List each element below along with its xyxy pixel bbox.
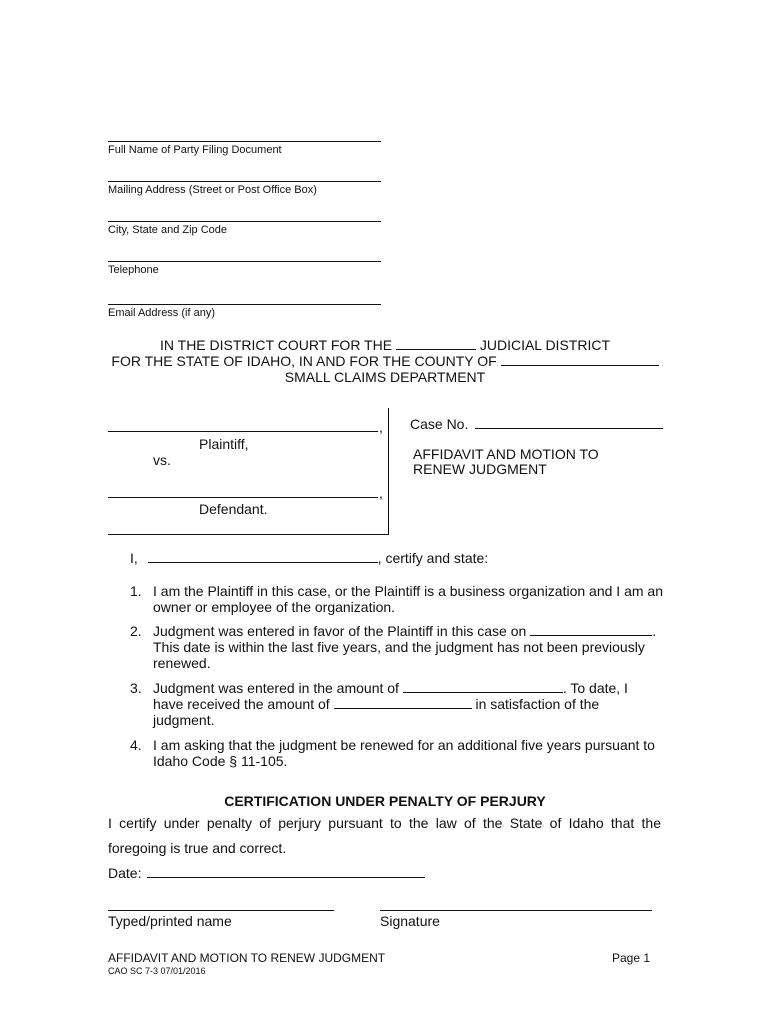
full-name-label: Full Name of Party Filing Document	[108, 144, 282, 156]
county-text: FOR THE STATE OF IDAHO, IN AND FOR THE COUNTY OF	[111, 353, 497, 369]
judgment-date-blank[interactable]	[530, 623, 652, 636]
item-text: . To date, I	[562, 680, 628, 696]
plaintiff-label: Plaintiff,	[199, 436, 249, 452]
case-number-blank[interactable]	[475, 416, 663, 429]
list-item	[153, 623, 673, 671]
defendant-name-line[interactable]	[108, 497, 378, 498]
item-text: Judgment was entered in favor of the Plaintiff in this case on	[153, 623, 527, 639]
court-header-line1	[100, 337, 670, 353]
typed-name-label: Typed/printed name	[108, 913, 232, 929]
telephone-line[interactable]	[108, 261, 381, 262]
small-claims-department: SMALL CLAIMS DEPARTMENT	[284, 369, 486, 385]
item-text: have received the amount of	[153, 696, 330, 712]
email-line[interactable]	[108, 304, 381, 305]
document-title-line1: AFFIDAVIT AND MOTION TO	[413, 446, 599, 462]
document-title-line2: RENEW JUDGMENT	[413, 461, 547, 477]
court-header-text: IN THE DISTRICT COURT FOR THE	[160, 337, 393, 353]
item-number: 4.	[130, 737, 142, 753]
item-text: Idaho Code § 11-105.	[153, 753, 288, 769]
item-text: This date is within the last five years, and the judgment has not been previously	[153, 639, 645, 655]
affiant-name-blank[interactable]	[148, 550, 378, 563]
amount-received-blank[interactable]	[334, 696, 472, 709]
full-name-line[interactable]	[108, 141, 381, 142]
item-text: I am the Plaintiff in this case, or the Plaintiff is a business organization and I am an	[153, 583, 663, 599]
email-label: Email Address (if any)	[108, 307, 215, 319]
certification-heading: CERTIFICATION UNDER PENALTY OF PERJURY	[224, 793, 546, 809]
versus-label: vs.	[153, 452, 171, 468]
mailing-address-label: Mailing Address (Street or Post Office Box)	[108, 184, 317, 196]
item-text: renewed.	[153, 655, 211, 671]
item-number: 3.	[130, 680, 142, 696]
list-item	[153, 680, 673, 728]
mailing-address-line[interactable]	[108, 181, 381, 182]
intro-prefix: I,	[130, 550, 138, 566]
date-row	[108, 865, 425, 881]
judgment-amount-blank[interactable]	[403, 680, 563, 693]
item-text: I am asking that the judgment be renewed for an additional five years pursuant to	[153, 737, 655, 753]
item-number: 2.	[130, 623, 142, 639]
defendant-label: Defendant.	[199, 501, 268, 517]
item-text: .	[652, 623, 657, 639]
intro-suffix: , certify and state:	[377, 550, 489, 566]
signature-line[interactable]	[380, 910, 652, 911]
telephone-label: Telephone	[108, 264, 159, 276]
list-item	[153, 583, 673, 615]
plaintiff-name-line[interactable]	[108, 431, 378, 432]
city-state-zip-label: City, State and Zip Code	[108, 224, 228, 236]
judicial-district-text: JUDICIAL DISTRICT	[479, 337, 610, 353]
list-item	[153, 737, 673, 769]
case-number-row	[410, 416, 663, 432]
date-blank[interactable]	[147, 865, 425, 878]
county-blank[interactable]	[501, 353, 659, 366]
form-code: CAO SC 7-3 07/01/2016	[108, 966, 206, 976]
item-text: owner or employee of the organization.	[153, 599, 396, 615]
signature-label: Signature	[380, 913, 440, 929]
item-number: 1.	[130, 583, 142, 599]
item-text: in satisfaction of the	[475, 696, 600, 712]
date-label: Date:	[108, 865, 142, 881]
page-number: Page 1	[612, 951, 651, 965]
city-state-zip-line[interactable]	[108, 221, 381, 222]
certification-text: foregoing is true and correct.	[108, 840, 287, 856]
court-header-line2	[100, 353, 670, 369]
footer-title: AFFIDAVIT AND MOTION TO RENEW JUDGMENT	[108, 951, 386, 965]
certification-text: I certify under penalty of perjury pursuant to the law of the State of Idaho that the	[108, 815, 661, 831]
judicial-district-blank[interactable]	[396, 337, 476, 350]
item-text: judgment.	[153, 712, 215, 728]
caption-divider-vertical	[388, 408, 389, 534]
typed-name-line[interactable]	[108, 910, 334, 911]
caption-divider-horizontal	[108, 534, 389, 535]
caption-comma: ,	[379, 419, 383, 435]
case-number-label: Case No.	[410, 416, 469, 432]
item-text: Judgment was entered in the amount of	[153, 680, 399, 696]
intro-statement	[130, 550, 488, 566]
caption-comma: ,	[379, 485, 383, 501]
